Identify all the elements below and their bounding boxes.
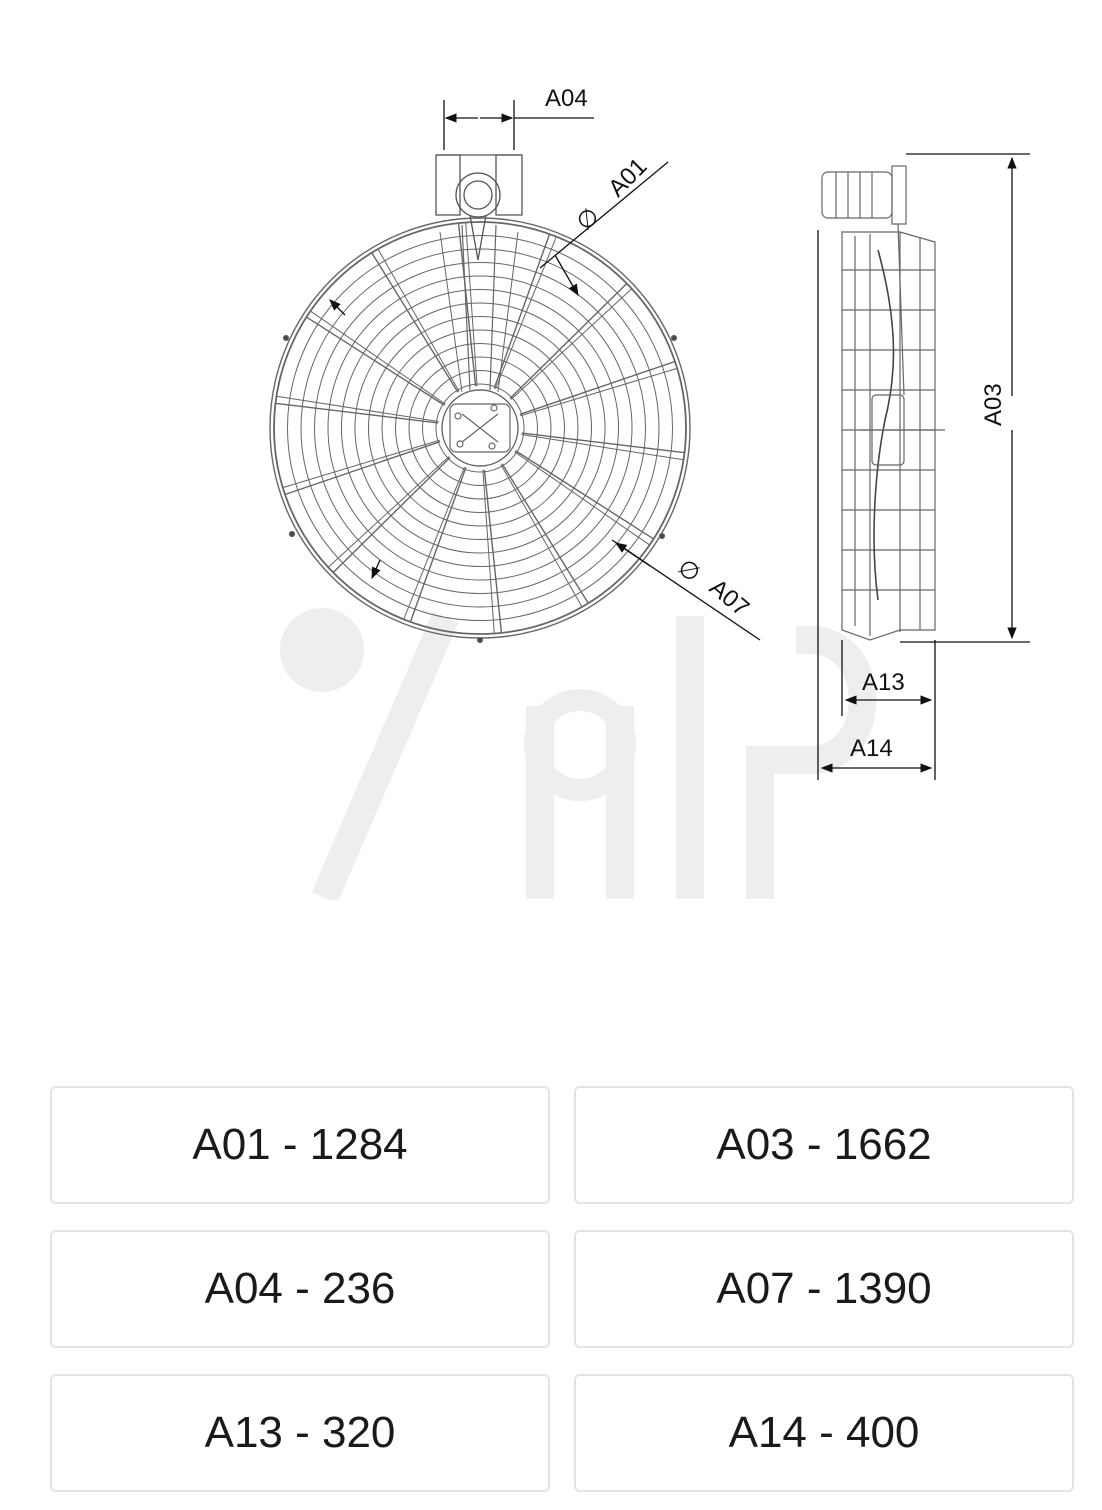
diameter-symbol-a01: ∅ bbox=[571, 202, 606, 237]
dimension-cell-a13: A13 - 320 bbox=[50, 1374, 550, 1492]
dimension-table bbox=[50, 1086, 1074, 1492]
label-a14: A14 bbox=[850, 735, 893, 762]
dimension-cell-a04: A04 - 236 bbox=[50, 1230, 550, 1348]
label-a01: A01 bbox=[603, 152, 653, 203]
label-a03: A03 bbox=[980, 383, 1007, 426]
label-a13: A13 bbox=[862, 669, 905, 696]
label-a07: A07 bbox=[704, 573, 755, 623]
motor-bracket bbox=[436, 155, 522, 260]
diameter-symbol-a07: ∅ bbox=[672, 553, 706, 589]
dimension-cell-a03: A03 - 1662 bbox=[574, 1086, 1074, 1204]
fan-side-view bbox=[822, 166, 945, 640]
fan-front-view bbox=[270, 218, 690, 643]
label-a04: A04 bbox=[545, 85, 588, 112]
watermark bbox=[280, 608, 863, 885]
dimension-a14 bbox=[818, 230, 935, 780]
dimension-cell-a01: A01 - 1284 bbox=[50, 1086, 550, 1204]
dimension-cell-a14: A14 - 400 bbox=[574, 1374, 1074, 1492]
dimension-cell-a07: A07 - 1390 bbox=[574, 1230, 1074, 1348]
